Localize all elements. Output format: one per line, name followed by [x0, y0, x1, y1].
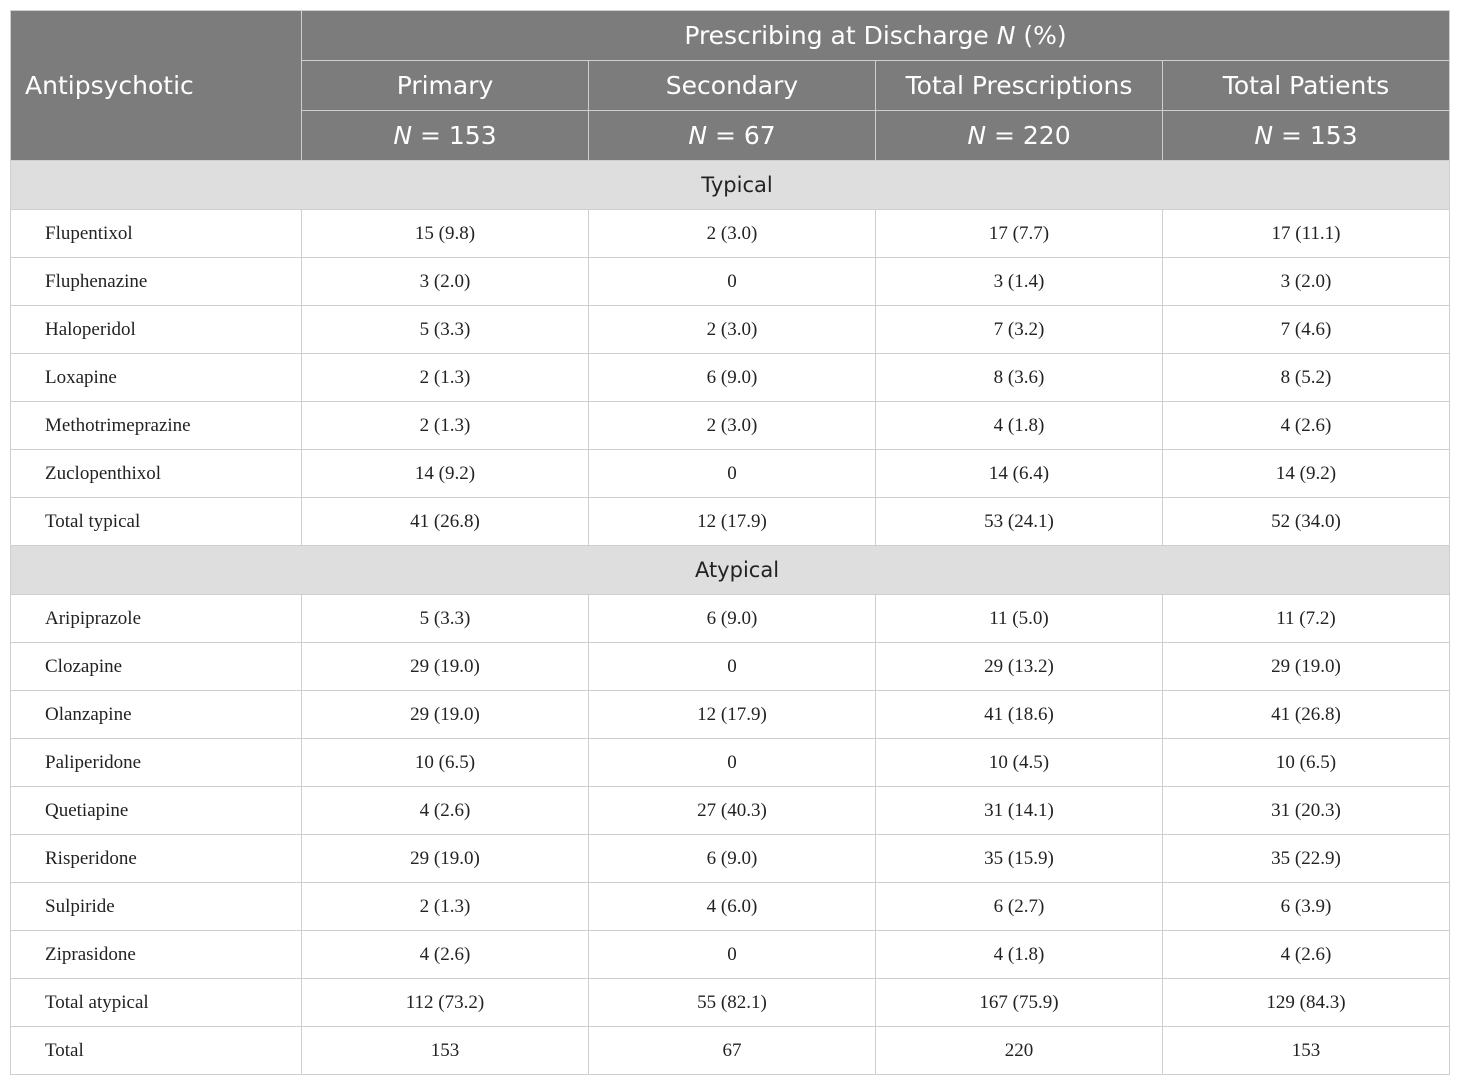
- value-cell: 67: [589, 1027, 876, 1075]
- value-cell: 29 (19.0): [302, 691, 589, 739]
- value-cell: 6 (9.0): [589, 595, 876, 643]
- drug-name-cell: Quetiapine: [11, 787, 302, 835]
- value-cell: 4 (2.6): [302, 931, 589, 979]
- header-total-patients: Total Patients: [1163, 61, 1450, 111]
- value-cell: 2 (3.0): [589, 306, 876, 354]
- antipsychotic-prescribing-table: [10, 10, 1450, 1075]
- value-cell: 10 (6.5): [302, 739, 589, 787]
- value-cell: 153: [1163, 1027, 1450, 1075]
- section-label: Atypical: [11, 546, 1450, 595]
- value-cell: 4 (2.6): [302, 787, 589, 835]
- value-cell: 52 (34.0): [1163, 498, 1450, 546]
- table-row: [11, 883, 1450, 931]
- value-cell: 14 (6.4): [876, 450, 1163, 498]
- value-cell: 0: [589, 643, 876, 691]
- table-row: [11, 1027, 1450, 1075]
- header-secondary: Secondary: [589, 61, 876, 111]
- value-cell: 15 (9.8): [302, 210, 589, 258]
- value-cell: 14 (9.2): [302, 450, 589, 498]
- table-row: [11, 306, 1450, 354]
- value-cell: 31 (14.1): [876, 787, 1163, 835]
- drug-name-cell: Olanzapine: [11, 691, 302, 739]
- table-row: [11, 595, 1450, 643]
- table-row: [11, 835, 1450, 883]
- value-cell: 29 (13.2): [876, 643, 1163, 691]
- drug-name-cell: Flupentixol: [11, 210, 302, 258]
- value-cell: 17 (11.1): [1163, 210, 1450, 258]
- value-cell: 2 (3.0): [589, 402, 876, 450]
- value-cell: 35 (22.9): [1163, 835, 1450, 883]
- table-row: [11, 643, 1450, 691]
- drug-name-cell: Total atypical: [11, 979, 302, 1027]
- value-cell: 17 (7.7): [876, 210, 1163, 258]
- section-row: [11, 546, 1450, 595]
- header-n-total-patients: N = 153: [1163, 111, 1450, 161]
- value-cell: 10 (4.5): [876, 739, 1163, 787]
- header-total-prescriptions: Total Prescriptions: [876, 61, 1163, 111]
- value-cell: 27 (40.3): [589, 787, 876, 835]
- drug-name-cell: Fluphenazine: [11, 258, 302, 306]
- value-cell: 6 (3.9): [1163, 883, 1450, 931]
- value-cell: 29 (19.0): [1163, 643, 1450, 691]
- value-cell: 2 (1.3): [302, 883, 589, 931]
- value-cell: 8 (3.6): [876, 354, 1163, 402]
- table-row: [11, 739, 1450, 787]
- value-cell: 55 (82.1): [589, 979, 876, 1027]
- value-cell: 7 (4.6): [1163, 306, 1450, 354]
- value-cell: 29 (19.0): [302, 835, 589, 883]
- value-cell: 5 (3.3): [302, 306, 589, 354]
- value-cell: 6 (9.0): [589, 354, 876, 402]
- drug-name-cell: Ziprasidone: [11, 931, 302, 979]
- value-cell: 153: [302, 1027, 589, 1075]
- value-cell: 53 (24.1): [876, 498, 1163, 546]
- drug-name-cell: Sulpiride: [11, 883, 302, 931]
- value-cell: 0: [589, 258, 876, 306]
- value-cell: 41 (18.6): [876, 691, 1163, 739]
- table-body: [11, 161, 1450, 1075]
- table-row: [11, 354, 1450, 402]
- value-cell: 0: [589, 931, 876, 979]
- value-cell: 4 (2.6): [1163, 931, 1450, 979]
- header-primary: Primary: [302, 61, 589, 111]
- value-cell: 129 (84.3): [1163, 979, 1450, 1027]
- drug-name-cell: Aripiprazole: [11, 595, 302, 643]
- value-cell: 4 (2.6): [1163, 402, 1450, 450]
- value-cell: 14 (9.2): [1163, 450, 1450, 498]
- section-label: Typical: [11, 161, 1450, 210]
- value-cell: 8 (5.2): [1163, 354, 1450, 402]
- value-cell: 41 (26.8): [302, 498, 589, 546]
- value-cell: 10 (6.5): [1163, 739, 1450, 787]
- value-cell: 167 (75.9): [876, 979, 1163, 1027]
- value-cell: 5 (3.3): [302, 595, 589, 643]
- table-row: [11, 691, 1450, 739]
- value-cell: 2 (1.3): [302, 402, 589, 450]
- header-group-discharge: Prescribing at Discharge N (%): [302, 11, 1450, 61]
- value-cell: 6 (2.7): [876, 883, 1163, 931]
- value-cell: 2 (1.3): [302, 354, 589, 402]
- drug-name-cell: Loxapine: [11, 354, 302, 402]
- drug-name-cell: Zuclopenthixol: [11, 450, 302, 498]
- table-row: [11, 979, 1450, 1027]
- value-cell: 3 (1.4): [876, 258, 1163, 306]
- value-cell: 0: [589, 450, 876, 498]
- value-cell: 29 (19.0): [302, 643, 589, 691]
- drug-name-cell: Haloperidol: [11, 306, 302, 354]
- drug-name-cell: Clozapine: [11, 643, 302, 691]
- drug-name-cell: Methotrimeprazine: [11, 402, 302, 450]
- value-cell: 4 (1.8): [876, 931, 1163, 979]
- table-row: [11, 787, 1450, 835]
- table-row: [11, 258, 1450, 306]
- header-n-secondary: N = 67: [589, 111, 876, 161]
- table-row: [11, 498, 1450, 546]
- value-cell: 220: [876, 1027, 1163, 1075]
- drug-name-cell: Total typical: [11, 498, 302, 546]
- value-cell: 7 (3.2): [876, 306, 1163, 354]
- table-row: [11, 402, 1450, 450]
- value-cell: 41 (26.8): [1163, 691, 1450, 739]
- drug-name-cell: Risperidone: [11, 835, 302, 883]
- drug-name-cell: Total: [11, 1027, 302, 1075]
- header-n-primary: N = 153: [302, 111, 589, 161]
- value-cell: 11 (7.2): [1163, 595, 1450, 643]
- section-row: [11, 161, 1450, 210]
- table-row: [11, 931, 1450, 979]
- value-cell: 4 (1.8): [876, 402, 1163, 450]
- table-row: [11, 450, 1450, 498]
- table-row: [11, 210, 1450, 258]
- value-cell: 112 (73.2): [302, 979, 589, 1027]
- header-n-total-prescriptions: N = 220: [876, 111, 1163, 161]
- value-cell: 0: [589, 739, 876, 787]
- drug-name-cell: Paliperidone: [11, 739, 302, 787]
- table-header: [11, 11, 1450, 161]
- value-cell: 12 (17.9): [589, 498, 876, 546]
- value-cell: 6 (9.0): [589, 835, 876, 883]
- value-cell: 12 (17.9): [589, 691, 876, 739]
- value-cell: 3 (2.0): [1163, 258, 1450, 306]
- value-cell: 3 (2.0): [302, 258, 589, 306]
- value-cell: 11 (5.0): [876, 595, 1163, 643]
- header-antipsychotic: Antipsychotic: [11, 11, 302, 161]
- value-cell: 31 (20.3): [1163, 787, 1450, 835]
- value-cell: 4 (6.0): [589, 883, 876, 931]
- value-cell: 2 (3.0): [589, 210, 876, 258]
- value-cell: 35 (15.9): [876, 835, 1163, 883]
